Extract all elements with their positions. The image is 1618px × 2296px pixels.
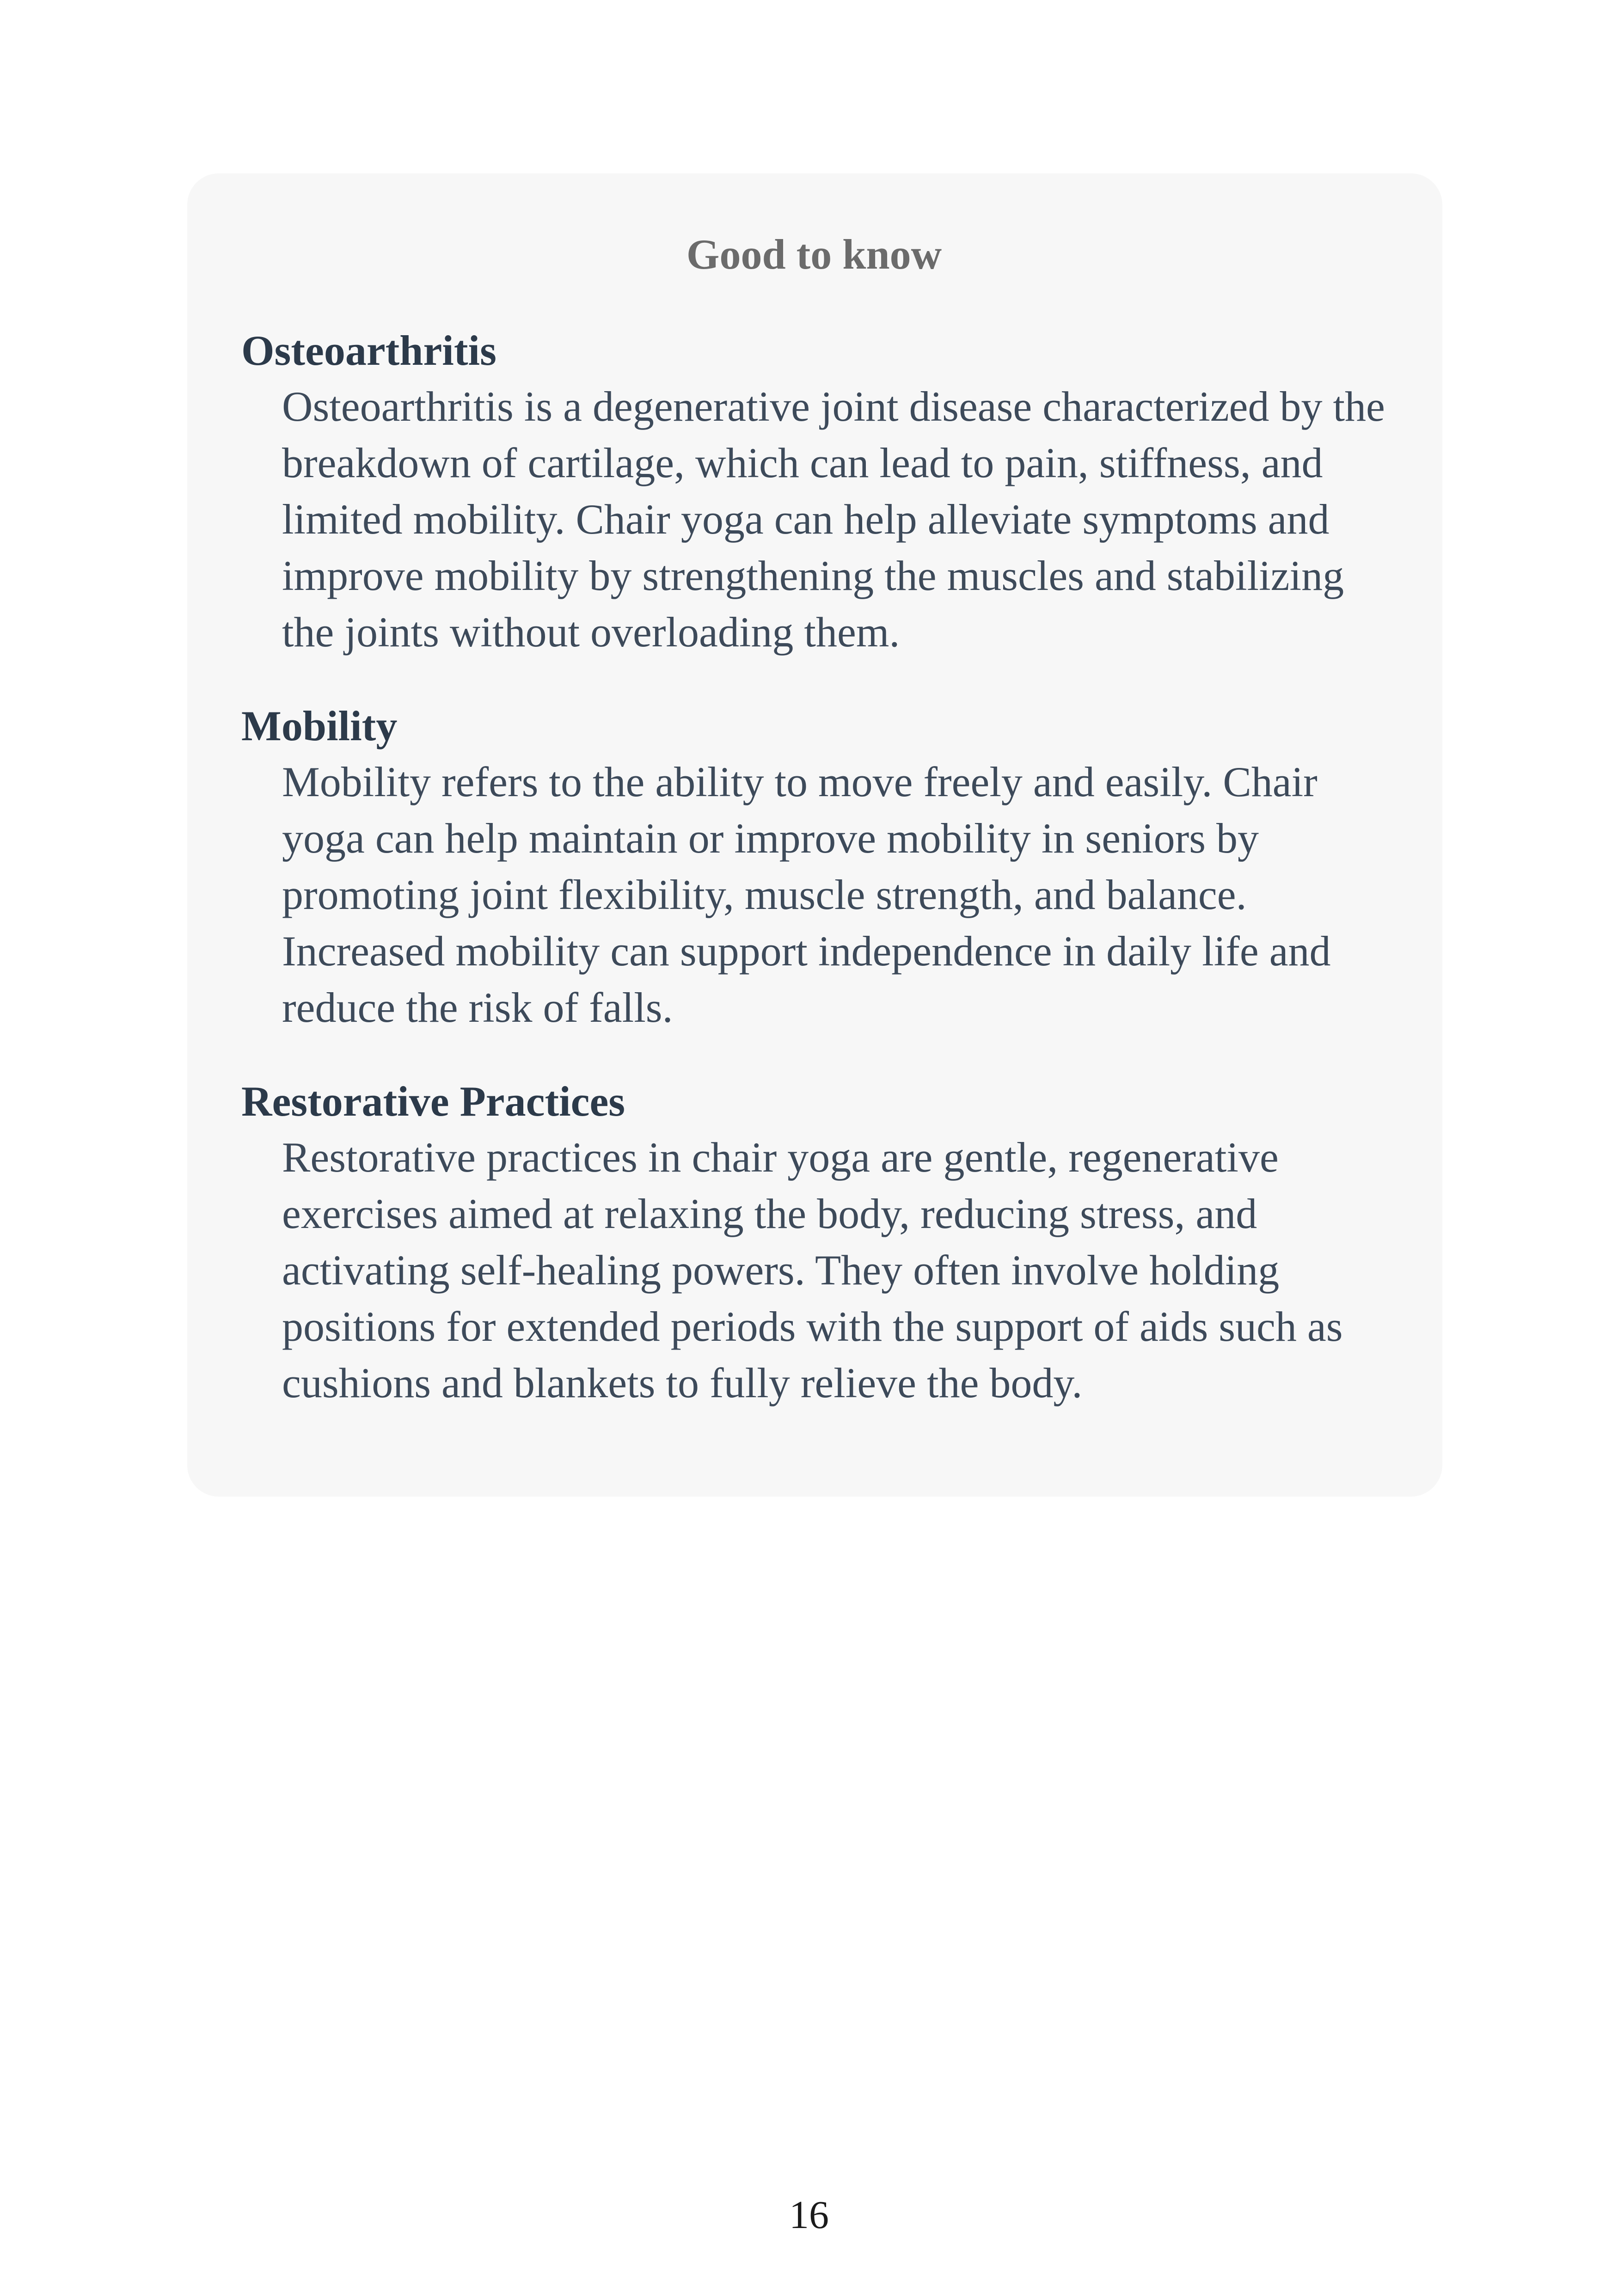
term-description: Mobility refers to the ability to move freely and easily. Chair yoga can help maintain or improve mobility in seniors by promoting joint flexibility, muscle strength, and balance. Increased mobility can support independence in daily life and reduce the risk of falls. [282,758,1331,1031]
box-title: Good to know [686,231,942,278]
term-description: Osteoarthritis is a degenerative joint disease characterized by the breakdown of cartilage, which can lead to pain, stiffness, and limited mobility. Chair yoga can help alleviate symptoms and improve mobility by strengthening the muscles and stabilizing the joints without overloading them. [282,383,1385,656]
term-title: Osteoarthritis [241,327,496,374]
term-restorative-practices [241,1074,1387,1411]
good-to-know-box [187,173,1442,1497]
term-osteoarthritis [241,323,1387,660]
term-description: Restorative practices in chair yoga are gentle, regenerative exercises aimed at relaxing the body, reducing stress, and activating self-healing powers. They often involve holding positions for extended periods with the support of aids such as cushions and blankets to fully relieve the body. [282,1134,1343,1406]
page-number: 16 [789,2192,829,2237]
term-mobility [241,698,1387,1036]
term-title: Restorative Practices [241,1078,625,1125]
term-title: Mobility [241,702,398,749]
